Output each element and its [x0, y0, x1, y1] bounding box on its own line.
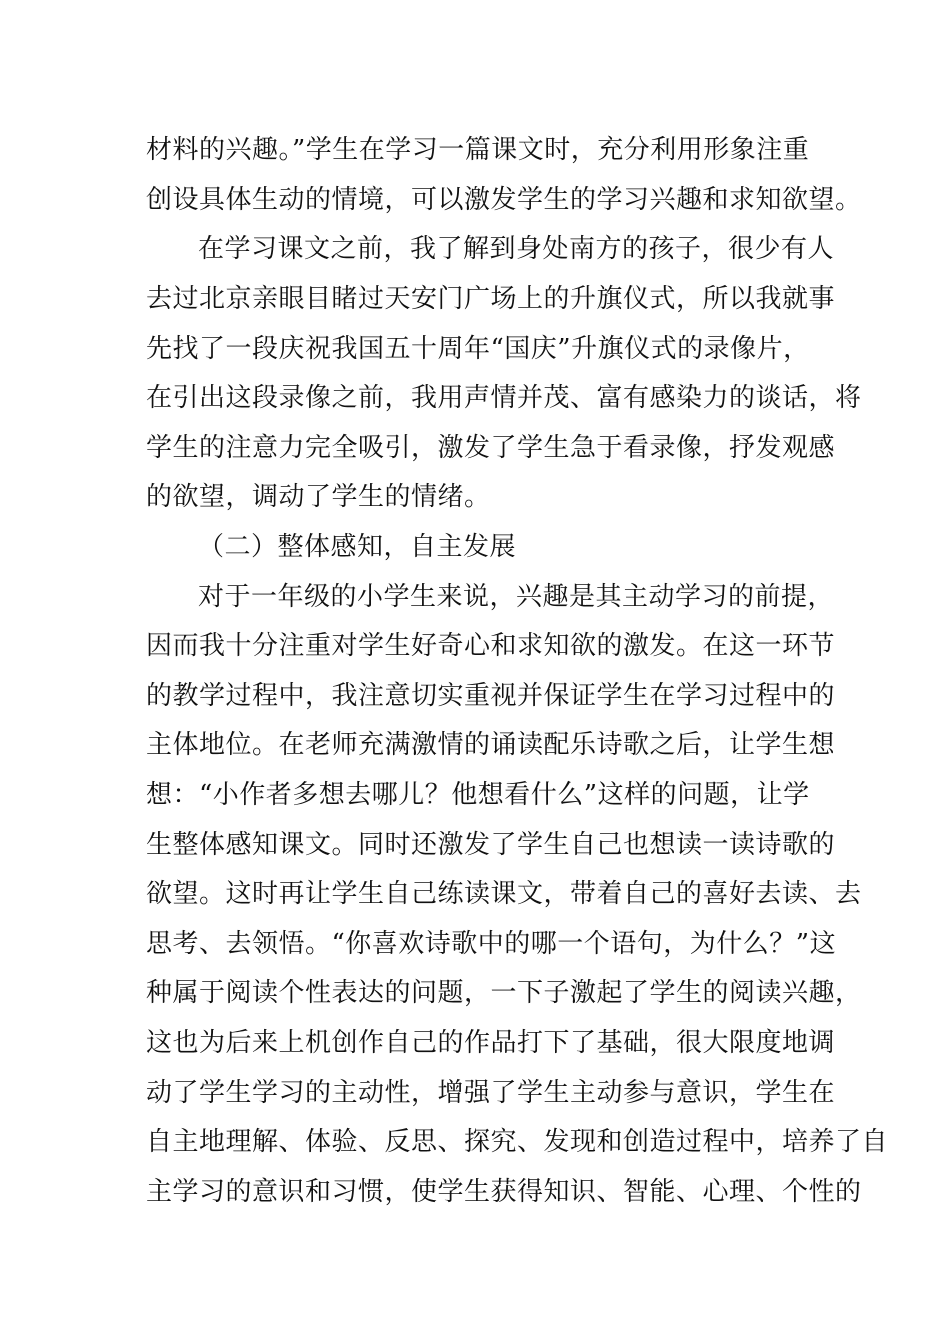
- text-line: 欲望。这时再让学生自己练读课文，带着自己的喜好去读、去: [146, 879, 862, 909]
- text-line: 先找了一段庆祝我国五十周年“国庆”升旗仪式的录像片，: [146, 334, 810, 364]
- text-line: 主体地位。在老师充满激情的诵读配乐诗歌之后，让学生想: [146, 730, 836, 760]
- text-line: 主学习的意识和习惯，使学生获得知识、智能、心理、个性的: [146, 1177, 862, 1207]
- text-line: 学生的注意力完全吸引，激发了学生急于看录像，抒发观感: [146, 433, 836, 463]
- text-line: 自主地理解、体验、反思、探究、发现和创造过程中，培养了自: [146, 1127, 889, 1157]
- text-line: 因而我十分注重对学生好奇心和求知欲的激发。在这一环节: [146, 631, 836, 661]
- text-line: 在引出这段录像之前，我用声情并茂、富有感染力的谈话，将: [146, 383, 862, 413]
- text-line: 种属于阅读个性表达的问题，一下子激起了学生的阅读兴趣，: [146, 978, 862, 1008]
- text-line: 思考、去领悟。“你喜欢诗歌中的哪一个语句，为什么？”这: [146, 929, 837, 959]
- text-line: 材料的兴趣。”学生在学习一篇课文时，充分利用形象注重: [146, 135, 810, 165]
- text-line: 生整体感知课文。同时还激发了学生自己也想读一读诗歌的: [146, 830, 836, 860]
- text-line: 这也为后来上机创作自己的作品打下了基础，很大限度地调: [146, 1028, 836, 1058]
- text-line: 去过北京亲眼目睹过天安门广场上的升旗仪式，所以我就事: [146, 284, 836, 314]
- text-line: 对于一年级的小学生来说，兴趣是其主动学习的前提，: [198, 582, 835, 612]
- text-line: 的教学过程中，我注意切实重视并保证学生在学习过程中的: [146, 681, 836, 711]
- text-line: 想：“小作者多想去哪儿？他想看什么”这样的问题，让学: [146, 780, 810, 810]
- text-line: 的欲望，调动了学生的情绪。: [146, 482, 491, 512]
- section-heading: （二）整体感知，自主发展: [198, 532, 517, 562]
- text-line: 动了学生学习的主动性，增强了学生主动参与意识，学生在: [146, 1078, 836, 1108]
- text-line: 在学习课文之前，我了解到身处南方的孩子，很少有人: [198, 234, 835, 264]
- text-line: 创设具体生动的情境，可以激发学生的学习兴趣和求知欲望。: [146, 185, 862, 215]
